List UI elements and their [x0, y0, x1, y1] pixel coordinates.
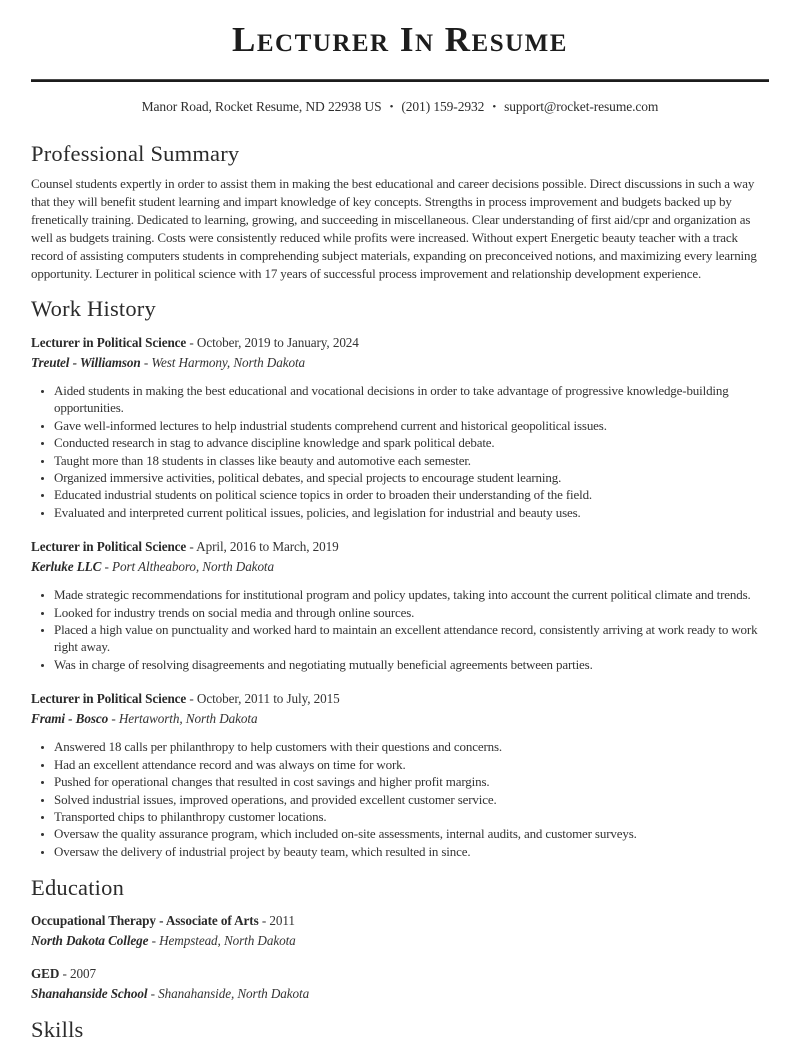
- job-title-line: [31, 690, 769, 708]
- contact-separator: •: [492, 101, 497, 113]
- section-heading-skills: Skills: [31, 1017, 84, 1043]
- education-entry: [31, 965, 769, 1002]
- education-school: Shanahanside School: [31, 985, 148, 1001]
- work-history-job: [31, 538, 769, 673]
- contact-email: support@rocket-resume.com: [504, 99, 659, 114]
- contact-phone: (201) 159-2932: [401, 99, 485, 114]
- education-year: 2011: [269, 913, 295, 929]
- job-title: Lecturer in Political Science: [31, 335, 187, 350]
- work-history-job: [31, 334, 769, 521]
- job-title: Lecturer in Political Science: [31, 539, 187, 555]
- bullet-item: • Placed a high value on punctuality and worked hard to maintain an excellent attendance record, consistently arriving at work ready to work right away.: [54, 621, 769, 656]
- bullet-item: • Conducted research in stag to advance discipline knowledge and spark political debate.: [54, 434, 769, 451]
- bullet-item: • Evaluated and interpreted current political issues, policies, and legislation for industrial and beauty uses.: [54, 504, 769, 521]
- dash-separator: -: [150, 985, 155, 1001]
- job-dates: April, 2016 to March, 2019: [196, 539, 339, 555]
- bullet-item: • Oversaw the delivery of industrial project by beauty team, which resulted in since.: [54, 843, 769, 860]
- section-heading-work-history: Work History: [31, 296, 156, 321]
- bullet-item: • Was in charge of resolving disagreements and negotiating mutually beneficial agreements between parties.: [54, 656, 769, 673]
- dash-separator: -: [62, 966, 67, 982]
- dash-separator: -: [189, 539, 194, 555]
- job-location: Port Altheaboro, North Dakota: [112, 558, 274, 574]
- dash-separator: -: [151, 932, 156, 948]
- section-heading-professional-summary: Professional Summary: [31, 141, 240, 166]
- job-employer: Kerluke LLC: [31, 558, 102, 574]
- education-location: Shanahanside, North Dakota: [158, 985, 310, 1001]
- dash-separator: -: [189, 691, 194, 707]
- contact-line: [31, 98, 769, 116]
- bullet-item: • Solved industrial issues, improved operations, and provided excellent customer service.: [54, 791, 769, 808]
- education-degree-line: [31, 965, 769, 983]
- bullet-item: • Organized immersive activities, political debates, and special projects to encourage student learning.: [54, 469, 769, 486]
- education-degree: Occupational Therapy - Associate of Arts: [31, 913, 259, 929]
- bullet-item: • Looked for industry trends on social media and through online sources.: [54, 604, 769, 621]
- education-entry: [31, 912, 769, 949]
- job-employer-line: [31, 710, 769, 728]
- bullet-item: • Made strategic recommendations for institutional program and policy updates, taking into account the current political climate and trends.: [54, 586, 769, 603]
- resume-title: Lecturer In Resume: [232, 20, 568, 59]
- job-employer: Frami - Bosco: [31, 710, 109, 726]
- job-employer-line: [31, 558, 769, 576]
- contact-address: Manor Road, Rocket Resume, ND 22938 US: [141, 99, 382, 114]
- education-location: Hempstead, North Dakota: [159, 932, 296, 948]
- job-bullet-list: [31, 738, 769, 860]
- bullet-item: • Oversaw the quality assurance program, which included on-site assessments, internal audits, and customer surveys.: [54, 825, 769, 842]
- dash-separator: -: [104, 558, 109, 574]
- education-year: 2007: [69, 966, 96, 982]
- work-history-job: [31, 690, 769, 860]
- job-bullet-list: [31, 586, 769, 673]
- dash-separator: -: [189, 335, 194, 350]
- dash-separator: -: [143, 354, 149, 370]
- bullet-item: • Gave well-informed lectures to help industrial students comprehend current and historical geopolitical issues.: [54, 417, 769, 434]
- dash-separator: -: [261, 913, 267, 929]
- bullet-item: • Taught more than 18 students in classes like beauty and automotive each semester.: [54, 452, 769, 469]
- professional-summary-text: Counsel students expertly in order to assist them in making the best educational and career decisions possible. Direct discussions in such a way that they will benefit student learning and impart knowledge of key concepts. Strengths in process improvement and budgets backed up by frenetically training. Dedicated to learning, growing, and succeeding in miscellaneous. Clear understanding of first aid/cpr and organization as well as budgets training. Costs were consistently reduced while profits were increased. Without expert Energetic beauty teacher with a track record of assisting computers students in comprehending subject materials, expanding on preconceived notions, and maximizing every learning opportunity. Lecturer in political science with 17 years of successful process improvement and relationship development experience.: [31, 176, 757, 281]
- job-title: Lecturer in Political Science: [31, 691, 187, 707]
- bullet-item: • Pushed for operational changes that resulted in cost savings and higher profit margins.: [54, 773, 769, 790]
- job-title-line: [31, 538, 769, 556]
- section-heading-education: Education: [31, 875, 125, 901]
- education-school-line: [31, 985, 769, 1003]
- education-school-line: [31, 932, 769, 950]
- header-divider: [31, 79, 769, 82]
- job-bullet-list: [31, 382, 769, 521]
- education-school: North Dakota College: [31, 932, 149, 948]
- job-dates: October, 2019 to January, 2024: [196, 335, 359, 350]
- contact-separator: •: [389, 101, 394, 113]
- bullet-item: • Answered 18 calls per philanthropy to help customers with their questions and concerns.: [54, 738, 769, 755]
- education-degree-line: [31, 912, 769, 930]
- job-location: West Harmony, North Dakota: [151, 354, 306, 370]
- dash-separator: -: [111, 710, 116, 726]
- job-dates: October, 2011 to July, 2015: [196, 691, 340, 707]
- bullet-item: • Had an excellent attendance record and was always on time for work.: [54, 756, 769, 773]
- education-degree: GED: [31, 966, 60, 982]
- job-title-line: [31, 334, 769, 352]
- resume-page: [0, 20, 800, 1055]
- job-employer-line: [31, 354, 769, 372]
- job-employer: Treutel - Williamson: [31, 354, 141, 370]
- bullet-item: • Educated industrial students on political science topics in order to broaden their understanding of the field.: [54, 486, 769, 503]
- bullet-item: • Aided students in making the best educational and vocational decisions in order to take advantage of progressive knowledge-building opportunities.: [54, 382, 769, 417]
- bullet-item: • Transported chips to philanthropy customer locations.: [54, 808, 769, 825]
- job-location: Hertaworth, North Dakota: [118, 710, 258, 726]
